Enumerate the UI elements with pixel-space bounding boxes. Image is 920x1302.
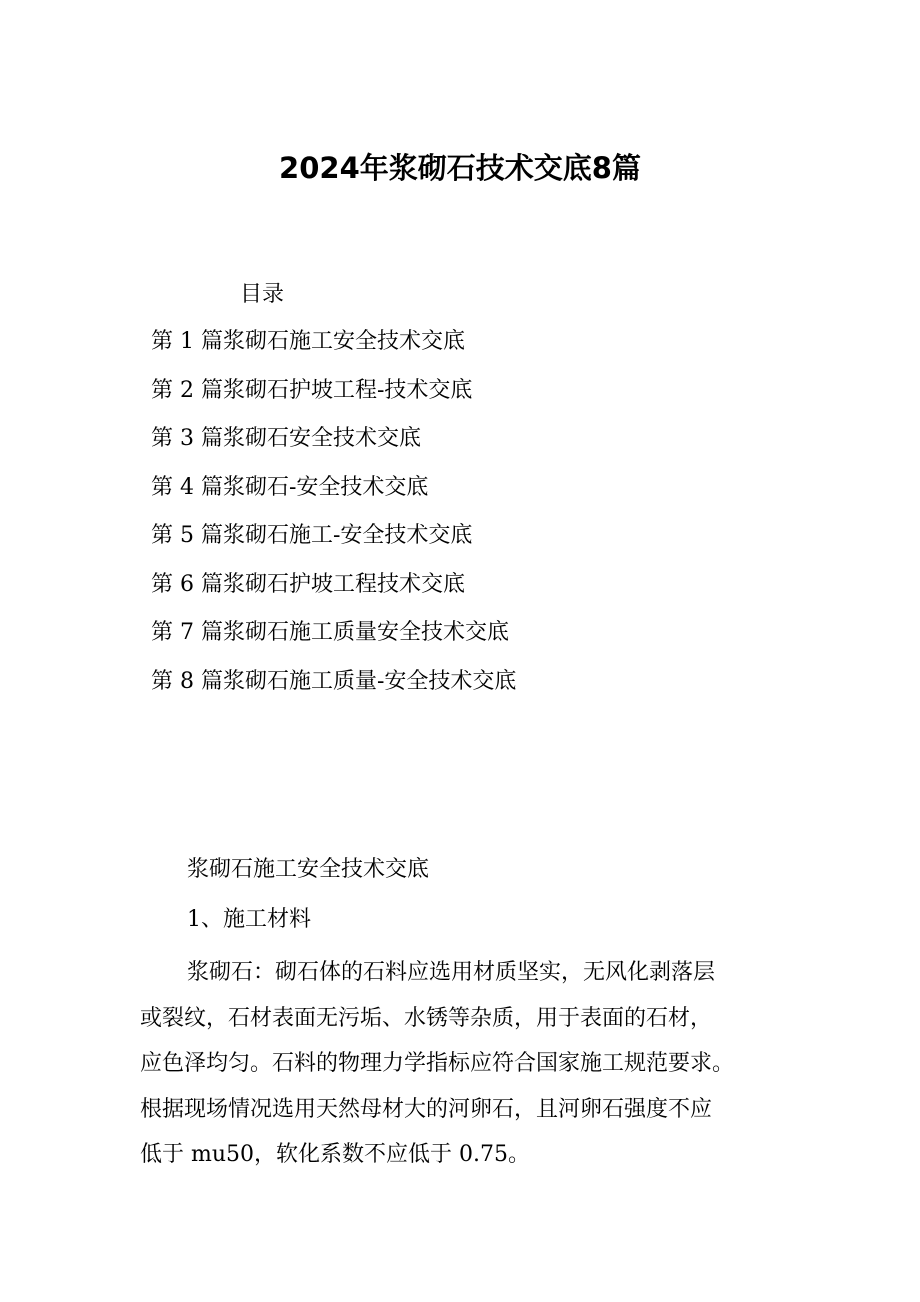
toc-item-4: 第 4 篇浆砌石-安全技术交底	[151, 474, 429, 500]
document-title: 2024年浆砌石技术交底8篇	[279, 151, 641, 185]
toc-item-7: 第 7 篇浆砌石施工质量安全技术交底	[151, 620, 509, 645]
section-title: 浆砌石施工安全技术交底	[187, 857, 430, 882]
paragraph-line: 应色泽均匀。石料的物理力学指标应符合国家施工规范要求。	[140, 1051, 735, 1076]
paragraph-line: 或裂纹，石材表面无污垢、水锈等杂质，用于表面的石材，	[140, 1005, 713, 1031]
section-subheading: 1、施工材料	[187, 907, 311, 932]
body-paragraph	[140, 950, 790, 1178]
paragraph-line: 根据现场情况选用天然母材大的河卵石，且河卵石强度不应	[140, 1096, 713, 1122]
toc-item-8: 第 8 篇浆砌石施工质量-安全技术交底	[151, 668, 517, 694]
toc-item-1: 第 1 篇浆砌石施工安全技术交底	[151, 329, 465, 354]
toc-item-5: 第 5 篇浆砌石施工-安全技术交底	[151, 523, 473, 548]
paragraph-line: 浆砌石：砌石体的石料应选用材质坚实，无风化剥落层	[187, 960, 716, 985]
toc-item-3: 第 3 篇浆砌石安全技术交底	[151, 426, 421, 451]
toc-item-2: 第 2 篇浆砌石护坡工程-技术交底	[151, 377, 473, 403]
table-of-contents	[151, 325, 516, 713]
toc-heading: 目录	[240, 282, 285, 307]
paragraph-line: 低于 mu50，软化系数不应低于 0.75。	[140, 1142, 530, 1167]
toc-item-6: 第 6 篇浆砌石护坡工程技术交底	[151, 571, 465, 597]
